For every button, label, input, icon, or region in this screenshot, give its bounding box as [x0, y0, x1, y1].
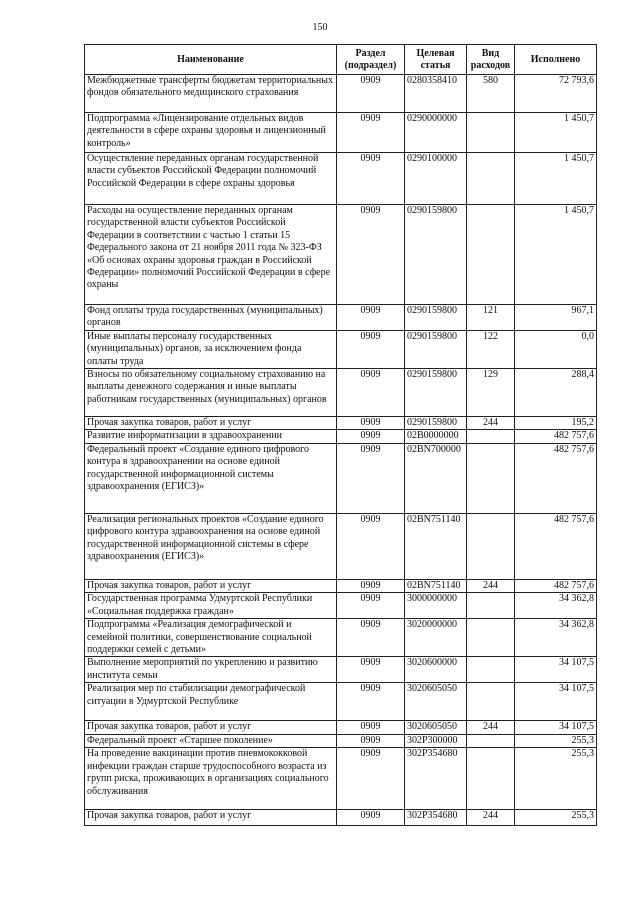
cell-section: 0909	[337, 205, 405, 305]
cell-name: На проведение вакцинации против пневмококковой инфекции граждан старше трудоспособного возраста из групп риска, проживающих в организациях социального обслуживания	[85, 748, 337, 810]
cell-kind	[467, 593, 515, 619]
cell-section: 0909	[337, 579, 405, 592]
header-target: Целевая статья	[405, 45, 467, 75]
cell-name: Выполнение мероприятий по укреплению и развитию института семьи	[85, 657, 337, 683]
cell-executed: 34 107,5	[515, 683, 597, 721]
header-section: Раздел (подраздел)	[337, 45, 405, 75]
cell-kind: 121	[467, 305, 515, 331]
table-row	[85, 748, 597, 810]
cell-section: 0909	[337, 369, 405, 417]
cell-executed: 34 107,5	[515, 721, 597, 734]
cell-section: 0909	[337, 810, 405, 826]
cell-target: 0290159800	[405, 205, 467, 305]
cell-name: Федеральный проект «Старшее поколение»	[85, 734, 337, 747]
table-row	[85, 205, 597, 305]
cell-kind	[467, 113, 515, 153]
cell-section: 0909	[337, 113, 405, 153]
cell-target: 0290159800	[405, 417, 467, 430]
cell-name: Расходы на осуществление переданных органам государственной власти субъектов Российской Федерации в соответствии с частью 1 статьи 15 Федерального закона от 21 ноября 2011 года № 323-ФЗ «Об основах охраны здоровья граждан в Российской Федерации» полномочий Российской Федерации в сфере охраны	[85, 205, 337, 305]
table-row	[85, 593, 597, 619]
cell-section: 0909	[337, 748, 405, 810]
table-row	[85, 810, 597, 826]
cell-section: 0909	[337, 430, 405, 443]
cell-section: 0909	[337, 75, 405, 113]
table-row	[85, 683, 597, 721]
header-kind: Вид расходов	[467, 45, 515, 75]
table-row	[85, 657, 597, 683]
cell-kind	[467, 748, 515, 810]
cell-target: 0290000000	[405, 113, 467, 153]
table-row	[85, 113, 597, 153]
cell-name: Подпрограмма «Лицензирование отдельных видов деятельности в сфере охраны здоровья и лицензионный контроль»	[85, 113, 337, 153]
cell-executed: 1 450,7	[515, 153, 597, 205]
cell-target: 02BN751140	[405, 513, 467, 579]
cell-executed: 482 757,6	[515, 579, 597, 592]
cell-target: 302P354680	[405, 748, 467, 810]
cell-target: 302P354680	[405, 810, 467, 826]
cell-section: 0909	[337, 153, 405, 205]
table-row	[85, 330, 597, 368]
cell-kind	[467, 153, 515, 205]
cell-target: 02BN700000	[405, 443, 467, 513]
table-header-row	[85, 45, 597, 75]
cell-section: 0909	[337, 305, 405, 331]
table-row	[85, 153, 597, 205]
table-row	[85, 305, 597, 331]
cell-executed: 72 793,6	[515, 75, 597, 113]
cell-section: 0909	[337, 619, 405, 657]
cell-name: Развитие информатизации в здравоохранении	[85, 430, 337, 443]
cell-kind	[467, 513, 515, 579]
table-row	[85, 430, 597, 443]
cell-section: 0909	[337, 683, 405, 721]
cell-target: 3000000000	[405, 593, 467, 619]
cell-executed: 967,1	[515, 305, 597, 331]
cell-executed: 0,0	[515, 330, 597, 368]
cell-name: Прочая закупка товаров, работ и услуг	[85, 579, 337, 592]
cell-target: 302P300000	[405, 734, 467, 747]
header-executed: Исполнено	[515, 45, 597, 75]
cell-name: Взносы по обязательному социальному страхованию на выплаты денежного содержания и иные выплаты работникам государственных (муниципальных) органов	[85, 369, 337, 417]
cell-kind	[467, 683, 515, 721]
cell-executed: 255,3	[515, 734, 597, 747]
cell-kind: 580	[467, 75, 515, 113]
table-row	[85, 619, 597, 657]
cell-name: Фонд оплаты труда государственных (муниципальных) органов	[85, 305, 337, 331]
cell-target: 0290159800	[405, 305, 467, 331]
cell-name: Прочая закупка товаров, работ и услуг	[85, 810, 337, 826]
table-row	[85, 579, 597, 592]
table-row	[85, 721, 597, 734]
cell-name: Подпрограмма «Реализация демографической и семейной политики, совершенствование социальной поддержки семей с детьми»	[85, 619, 337, 657]
budget-table	[84, 44, 597, 826]
cell-name: Межбюджетные трансферты бюджетам территориальных фондов обязательного медицинского страхования	[85, 75, 337, 113]
cell-name: Реализация региональных проектов «Создание единого цифрового контура здравоохранения на основе единой государственной информационной системы в сфере здравоохранения (ЕГИСЗ)»	[85, 513, 337, 579]
cell-executed: 482 757,6	[515, 513, 597, 579]
cell-executed: 34 107,5	[515, 657, 597, 683]
cell-kind	[467, 205, 515, 305]
cell-kind	[467, 734, 515, 747]
table-row	[85, 417, 597, 430]
cell-name: Реализация мер по стабилизации демографической ситуации в Удмуртской Республике	[85, 683, 337, 721]
cell-kind: 244	[467, 721, 515, 734]
cell-section: 0909	[337, 721, 405, 734]
cell-name: Осуществление переданных органам государственной власти субъектов Российской Федерации полномочий Российской Федерации в сфере охраны здоровья	[85, 153, 337, 205]
cell-name: Федеральный проект «Создание единого цифрового контура в здравоохранении на основе единой государственной информационной системы здравоохранения (ЕГИСЗ)»	[85, 443, 337, 513]
cell-section: 0909	[337, 443, 405, 513]
cell-kind: 129	[467, 369, 515, 417]
cell-executed: 195,2	[515, 417, 597, 430]
cell-section: 0909	[337, 513, 405, 579]
cell-section: 0909	[337, 417, 405, 430]
table-row	[85, 75, 597, 113]
cell-executed: 482 757,6	[515, 443, 597, 513]
cell-target: 0290159800	[405, 330, 467, 368]
cell-executed: 255,3	[515, 748, 597, 810]
table-row	[85, 443, 597, 513]
page-number: 150	[312, 22, 328, 33]
cell-name: Прочая закупка товаров, работ и услуг	[85, 721, 337, 734]
header-name: Наименование	[85, 45, 337, 75]
cell-executed: 34 362,8	[515, 593, 597, 619]
cell-target: 3020600000	[405, 657, 467, 683]
cell-section: 0909	[337, 330, 405, 368]
cell-section: 0909	[337, 593, 405, 619]
cell-kind	[467, 657, 515, 683]
cell-target: 0280358410	[405, 75, 467, 113]
cell-kind	[467, 619, 515, 657]
cell-section: 0909	[337, 734, 405, 747]
cell-executed: 1 450,7	[515, 113, 597, 153]
cell-executed: 255,3	[515, 810, 597, 826]
table-row	[85, 734, 597, 747]
cell-target: 0290100000	[405, 153, 467, 205]
cell-kind: 244	[467, 810, 515, 826]
cell-name: Прочая закупка товаров, работ и услуг	[85, 417, 337, 430]
cell-kind: 244	[467, 579, 515, 592]
table-row	[85, 513, 597, 579]
cell-executed: 1 450,7	[515, 205, 597, 305]
cell-target: 02B0000000	[405, 430, 467, 443]
cell-name: Государственная программа Удмуртской Республики «Социальная поддержка граждан»	[85, 593, 337, 619]
cell-target: 0290159800	[405, 369, 467, 417]
cell-kind: 122	[467, 330, 515, 368]
cell-target: 3020605050	[405, 683, 467, 721]
cell-name: Иные выплаты персоналу государственных (муниципальных) органов, за исключением фонда оплаты труда	[85, 330, 337, 368]
cell-target: 02BN751140	[405, 579, 467, 592]
cell-executed: 34 362,8	[515, 619, 597, 657]
cell-kind	[467, 443, 515, 513]
cell-kind	[467, 430, 515, 443]
table-row	[85, 369, 597, 417]
cell-target: 3020000000	[405, 619, 467, 657]
cell-section: 0909	[337, 657, 405, 683]
cell-target: 3020605050	[405, 721, 467, 734]
cell-kind: 244	[467, 417, 515, 430]
cell-executed: 288,4	[515, 369, 597, 417]
cell-executed: 482 757,6	[515, 430, 597, 443]
